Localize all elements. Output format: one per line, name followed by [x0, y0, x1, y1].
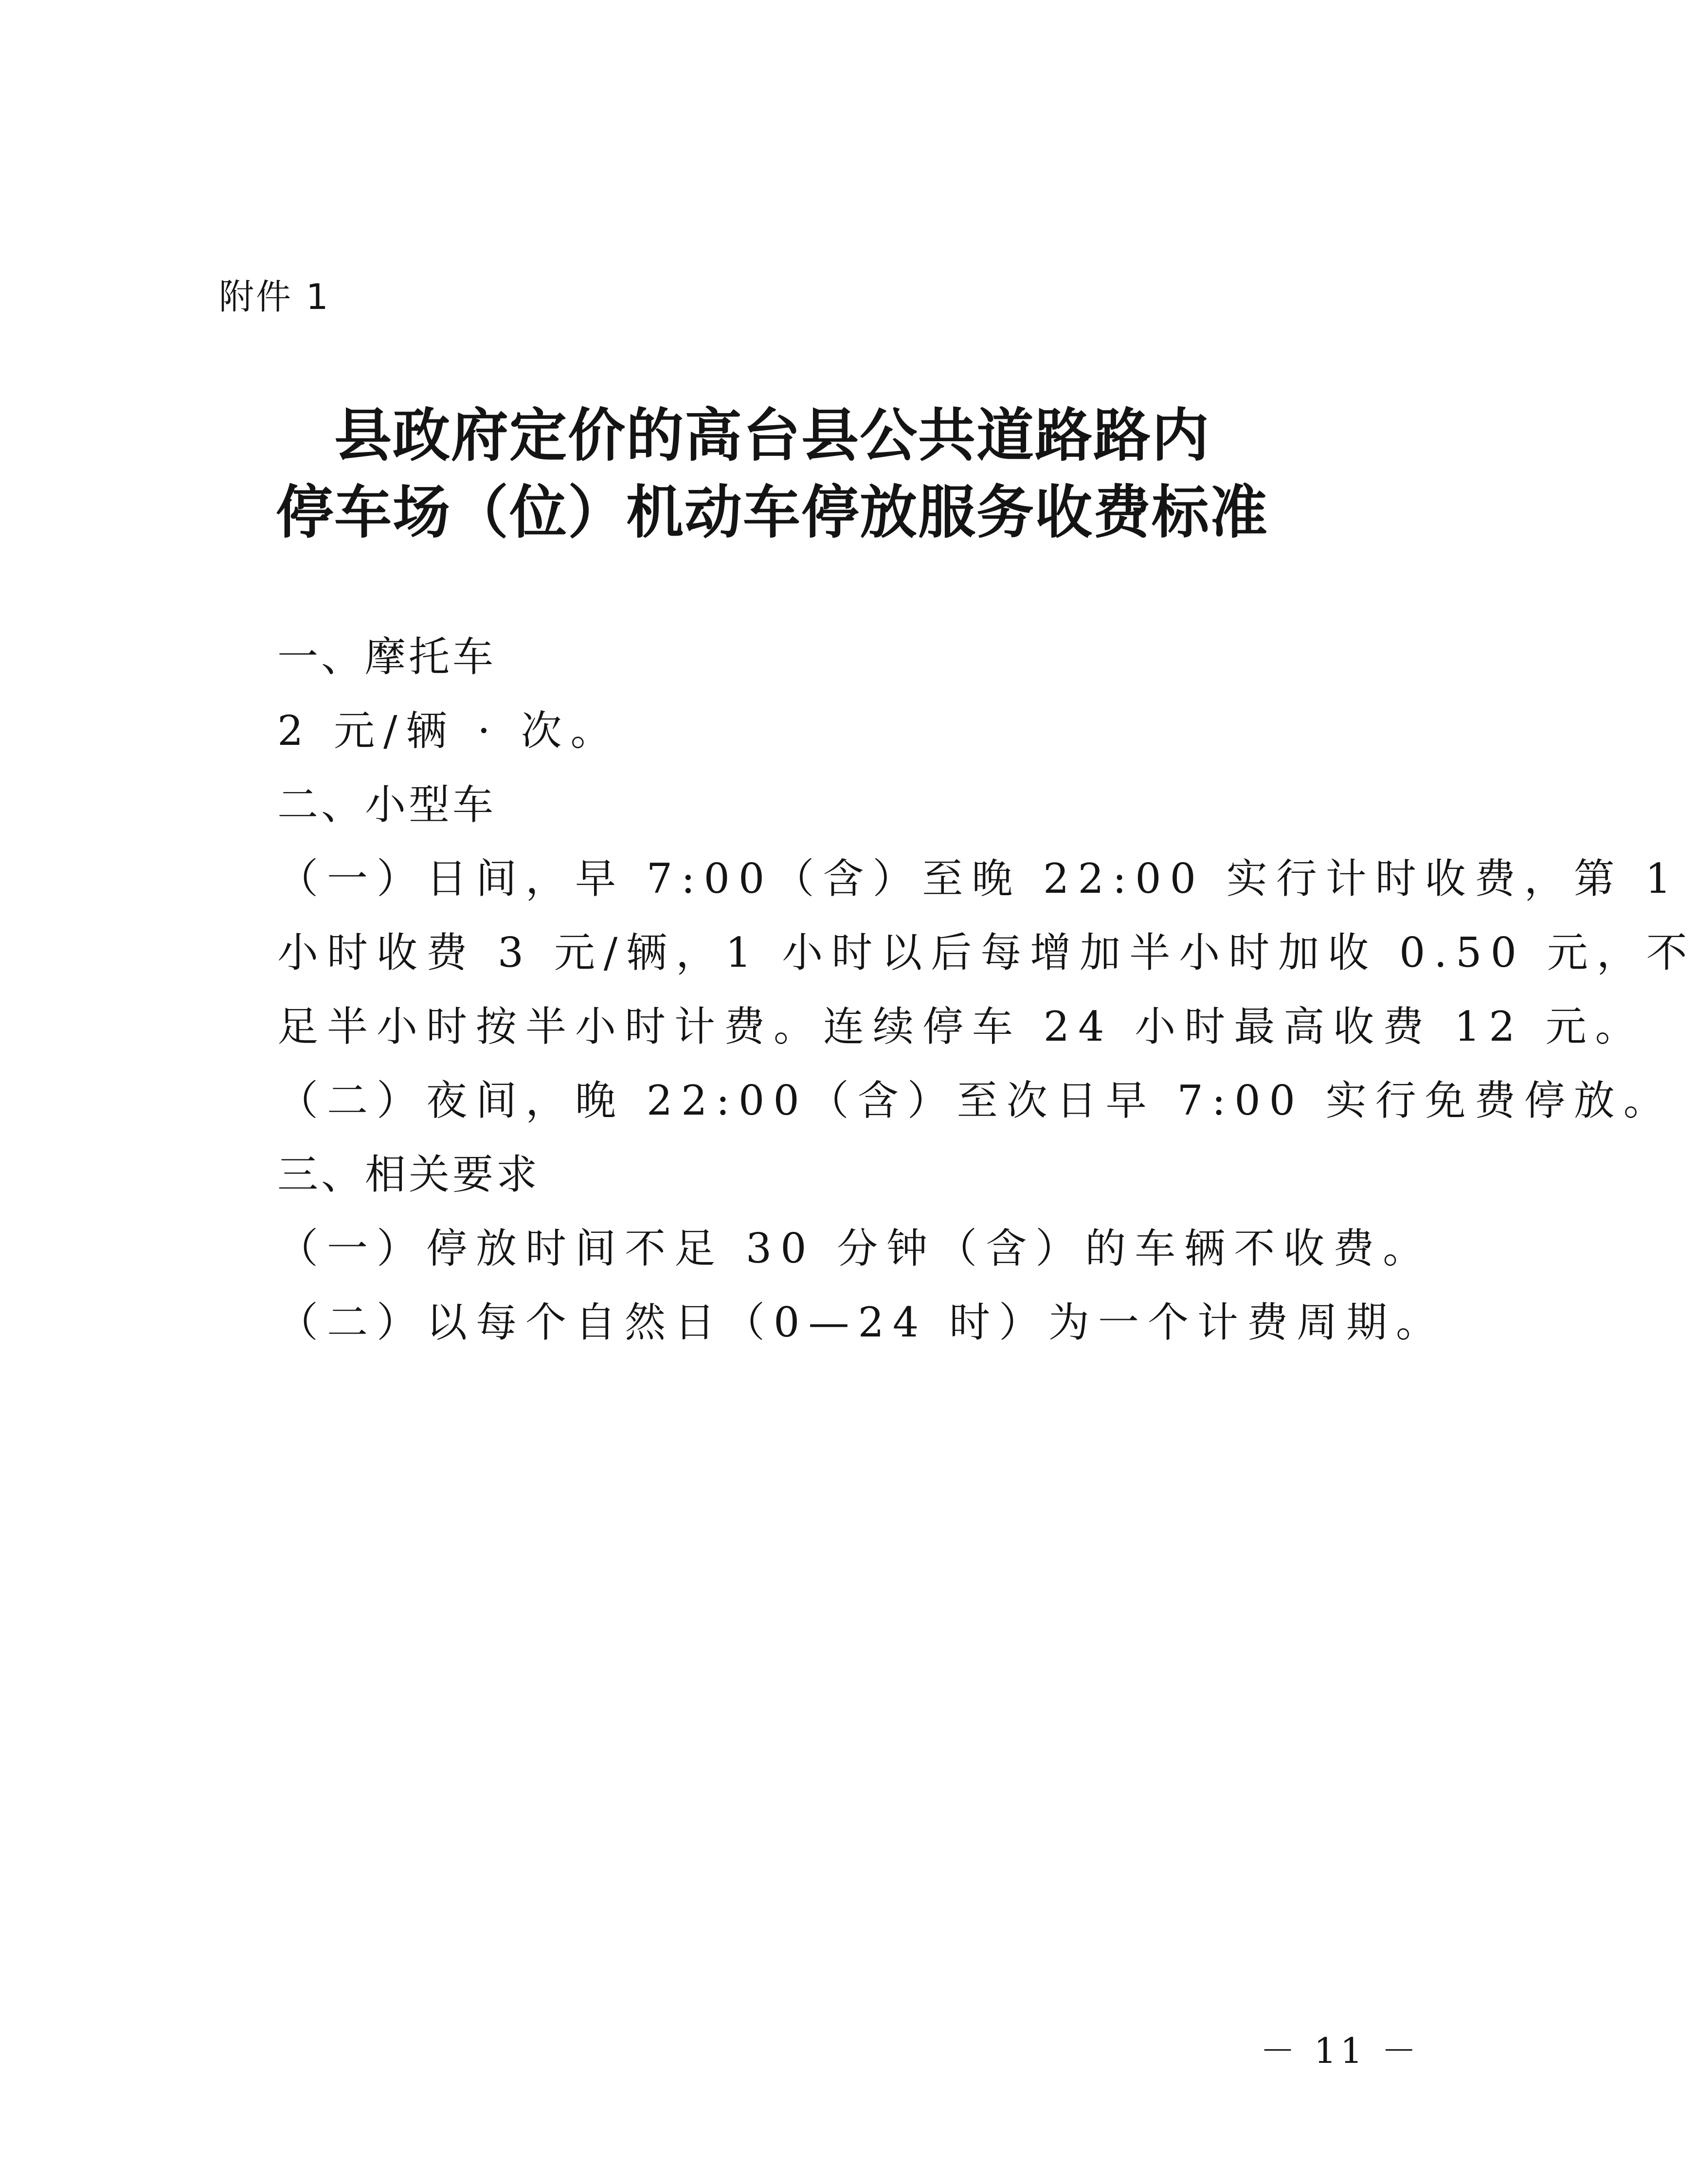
requirement-item-2: （二）以每个自然日（0—24 时）为一个计费周期。: [277, 1299, 1446, 1346]
attachment-label: 附件 1: [219, 276, 330, 317]
small-car-night-text: （二）夜间，晚 22:00（含）至次日早 7:00 实行免费停放。: [277, 1077, 1673, 1124]
small-car-day-text-line-1: （一）日间，早 7:00（含）至晚 22:00 实行计时收费，第 1: [277, 855, 1680, 902]
requirement-item-1: （一）停放时间不足 30 分钟（含）的车辆不收费。: [277, 1225, 1433, 1272]
document-title-line-2: 停车场（位）机动车停放服务收费标准: [275, 478, 1268, 546]
motorcycle-rate-text: 2 元/辆 · 次。: [277, 707, 620, 755]
page-number: － 11 －: [1260, 2030, 1421, 2071]
small-car-day-text-line-3: 足半小时按半小时计费。连续停车 24 小时最高收费 12 元。: [277, 1003, 1645, 1050]
section-heading-requirements: 三、相关要求: [277, 1151, 541, 1198]
small-car-day-text-line-2: 小时收费 3 元/辆，1 小时以后每增加半小时加收 0.50 元，不: [277, 929, 1696, 976]
document-title-line-1: 县政府定价的高台县公共道路路内: [334, 401, 1210, 469]
section-heading-small-car: 二、小型车: [277, 781, 497, 829]
section-heading-motorcycle: 一、摩托车: [277, 633, 497, 681]
